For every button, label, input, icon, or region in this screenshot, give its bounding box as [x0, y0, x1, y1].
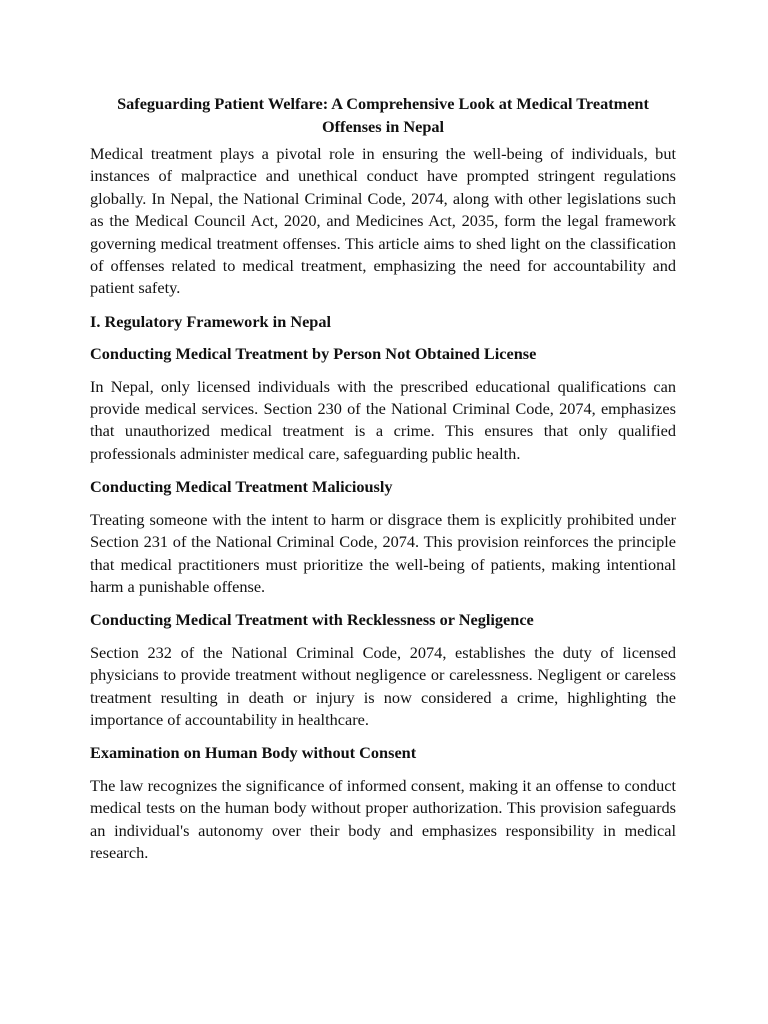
- subsection-body-malicious: Treating someone with the intent to harm or disgrace them is explicitly prohibited under Section 231 of the National Criminal Code, 2074. This provision reinforces the principle that medical practitioners must prioritize the well-being of patients, making intentional harm a punishable offense.: [90, 509, 676, 596]
- subsection-heading-license: Conducting Medical Treatment by Person Not Obtained License: [90, 344, 537, 364]
- section-heading: I. Regulatory Framework in Nepal: [90, 311, 332, 331]
- subsection-body-license: In Nepal, only licensed individuals with the prescribed educational qualifications can provide medical services. Section 230 of the National Criminal Code, 2074, emphasizes that unauthorized medical treatment is a crime. This ensures that only qualified professionals administer medical care, safeguarding public health.: [90, 376, 676, 463]
- subsection-body-negligence: Section 232 of the National Criminal Code, 2074, establishes the duty of licensed physicians to provide treatment without negligence or carelessness. Negligent or careless treatment resulting in death or injury is now considered a crime, highlighting the importance of accountability in healthcare.: [90, 642, 676, 729]
- subsection-heading-negligence: Conducting Medical Treatment with Recklessness or Negligence: [90, 610, 534, 630]
- document-title: Safeguarding Patient Welfare: A Comprehensive Look at Medical Treatment Offenses in Nepal: [117, 94, 649, 136]
- subsection-heading-malicious: Conducting Medical Treatment Maliciously: [90, 477, 393, 497]
- subsection-heading-consent: Examination on Human Body without Consent: [90, 743, 417, 763]
- subsection-body-consent: The law recognizes the significance of informed consent, making it an offense to conduct medical tests on the human body without proper authorization. This provision safeguards an individual's autonomy over their body and emphasizes responsibility in medical research.: [90, 775, 676, 862]
- intro-paragraph: Medical treatment plays a pivotal role in ensuring the well-being of individuals, but instances of malpractice and unethical conduct have prompted stringent regulations globally. In Nepal, the National Criminal Code, 2074, along with other legislations such as the Medical Council Act, 2020, and Medicines Act, 2035, form the legal framework governing medical treatment offenses. This article aims to shed light on the classification of offenses related to medical treatment, emphasizing the need for accountability and patient safety.: [90, 144, 676, 298]
- document-page: [90, 93, 676, 864]
